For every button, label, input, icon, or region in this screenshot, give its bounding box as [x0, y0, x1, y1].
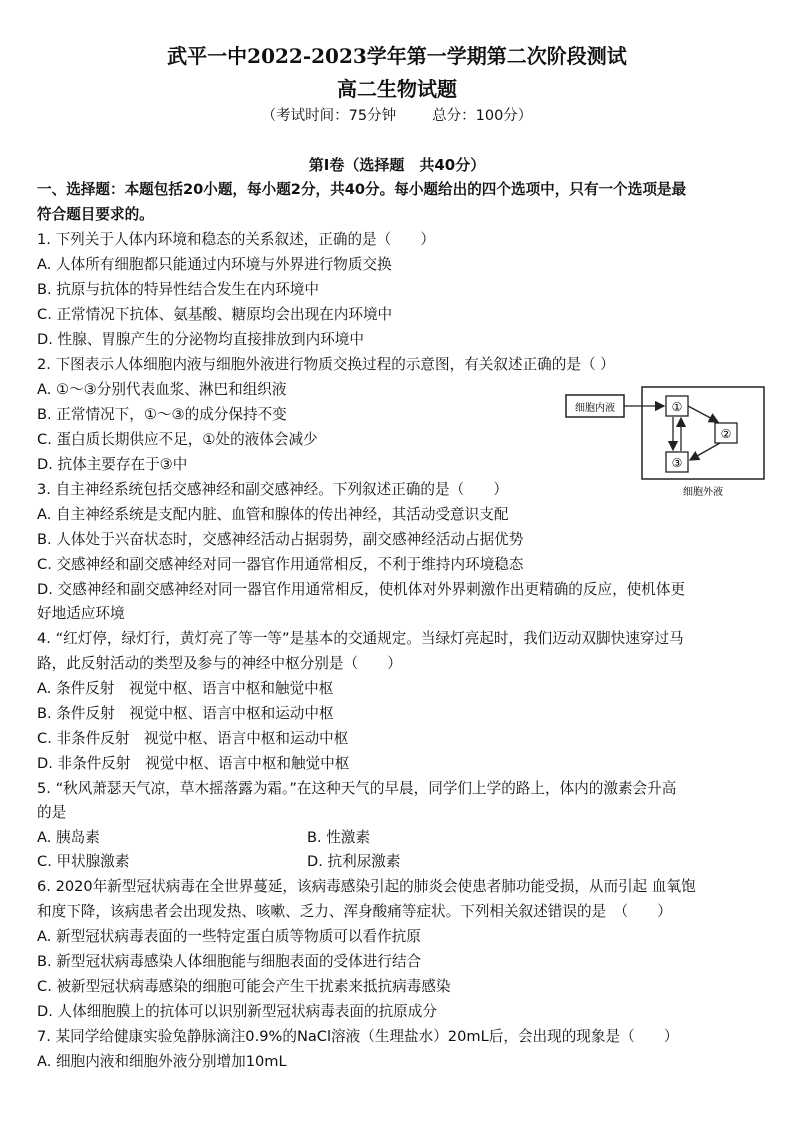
option: A. 新型冠状病毒表面的一些特定蛋白质等物质可以看作抗原 — [37, 928, 421, 945]
question-stem-continued: 和度下降，该病患者会出现发热、咳嗽、乏力、浑身酸痛等症状。下列相关叙述错误的是 （ ） — [37, 903, 672, 920]
option: C. 被新型冠状病毒感染的细胞可能会产生干扰素来抵抗病毒感染 — [37, 978, 451, 995]
section-heading: 第Ⅰ卷（选择题 共40分） — [308, 156, 486, 174]
question-stem: 4. “红灯停，绿灯行，黄灯亮了等一等”是基本的交通规定。当绿灯亮起时，我们迈动双脚快速穿过马 — [37, 630, 684, 647]
intracellular-label: 细胞内液 — [575, 403, 615, 414]
arrow-2-to-3 — [690, 443, 720, 460]
option: C. 交感神经和副交感神经对同一器官作用通常相反，不利于维持内环境稳态 — [37, 556, 524, 573]
option: B. 正常情况下，①～③的成分保持不变 — [37, 406, 287, 423]
question-stem: 7. 某同学给健康实验兔静脉滴注0.9%的NaCl溶液（生理盐水）20mL后，会出现的现象是（ ） — [37, 1028, 679, 1045]
option: D. 人体细胞膜上的抗体可以识别新型冠状病毒表面的抗原成分 — [37, 1003, 437, 1020]
option: A. 人体所有细胞都只能通过内环境与外界进行物质交换 — [37, 256, 392, 273]
total-score: 总分：100分） — [432, 108, 533, 124]
question-stem: 1. 下列关于人体内环境和稳态的关系叙述，正确的是（ ） — [37, 231, 436, 248]
extracellular-label: 细胞外液 — [683, 487, 723, 498]
option: C. 蛋白质长期供应不足，①处的液体会减少 — [37, 431, 318, 448]
instruction-line: 一、选择题：本题包括20小题，每小题2分，共40分。每小题给出的四个选项中，只有一个选项是最 — [37, 181, 687, 198]
instruction-line: 符合题目要求的。 — [37, 206, 154, 223]
question-stem-continued: 路，此反射活动的类型及参与的神经中枢分别是（ ） — [37, 655, 402, 672]
extracellular-frame — [642, 387, 764, 479]
option: B. 性激素 — [307, 829, 371, 846]
question-stem: 2. 下图表示人体细胞内液与细胞外液进行物质交换过程的示意图，有关叙述正确的是（ ） — [37, 356, 615, 373]
option: B. 条件反射 视觉中枢、语言中枢和运动中枢 — [37, 705, 334, 722]
option: A. 细胞内液和细胞外液分别增加10mL — [37, 1053, 287, 1070]
option: D. 抗利尿激素 — [307, 853, 401, 870]
exam-time: （考试时间：75分钟 — [261, 108, 397, 124]
option: B. 抗原与抗体的特异性结合发生在内环境中 — [37, 281, 319, 298]
question-stem: 5. “秋风萧瑟天气凉，草木摇落露为霜。”在这种天气的早晨，同学们上学的路上，体内的激素会升高 — [37, 780, 677, 797]
node-3-label: ③ — [671, 456, 683, 470]
option: A. 自主神经系统是支配内脏、血管和腺体的传出神经，其活动受意识支配 — [37, 506, 509, 523]
option: D. 抗体主要存在于③中 — [37, 456, 188, 473]
option: A. ①～③分别代表血浆、淋巴和组织液 — [37, 381, 287, 398]
exam-title: 武平一中2022-2023学年第一学期第二次阶段测试 — [167, 44, 627, 68]
exam-subtitle: 高二生物试题 — [337, 77, 457, 101]
option: D. 交感神经和副交感神经对同一器官作用通常相反，使机体对外界刺激作出更精确的反应，使机体更 — [37, 581, 686, 598]
option-continued: 好地适应环境 — [37, 605, 125, 622]
option: C. 正常情况下抗体、氨基酸、糖原均会出现在内环境中 — [37, 306, 393, 323]
option: D. 性腺、胃腺产生的分泌物均直接排放到内环境中 — [37, 331, 364, 348]
option: B. 新型冠状病毒感染人体细胞能与细胞表面的受体进行结合 — [37, 953, 422, 970]
option: C. 甲状腺激素 — [37, 853, 130, 870]
option: D. 非条件反射 视觉中枢、语言中枢和触觉中枢 — [37, 755, 350, 772]
node-1-label: ① — [671, 400, 683, 414]
arrow-1-to-2 — [688, 406, 718, 422]
question-stem: 6. 2020年新型冠状病毒在全世界蔓延，该病毒感染引起的肺炎会使患者肺功能受损，从而引起 血氧饱 — [37, 878, 696, 895]
question-stem: 3. 自主神经系统包括交感神经和副交感神经。下列叙述正确的是（ ） — [37, 481, 508, 498]
question-stem-continued: 的是 — [37, 804, 67, 821]
option: A. 条件反射 视觉中枢、语言中枢和触觉中枢 — [37, 680, 334, 697]
fluid-exchange-diagram — [560, 384, 770, 500]
node-2-label: ② — [720, 427, 732, 441]
option: B. 人体处于兴奋状态时，交感神经活动占据弱势，副交感神经活动占据优势 — [37, 531, 524, 548]
exam-info — [0, 104, 794, 125]
option: C. 非条件反射 视觉中枢、语言中枢和运动中枢 — [37, 730, 349, 747]
option: A. 胰岛素 — [37, 829, 100, 846]
